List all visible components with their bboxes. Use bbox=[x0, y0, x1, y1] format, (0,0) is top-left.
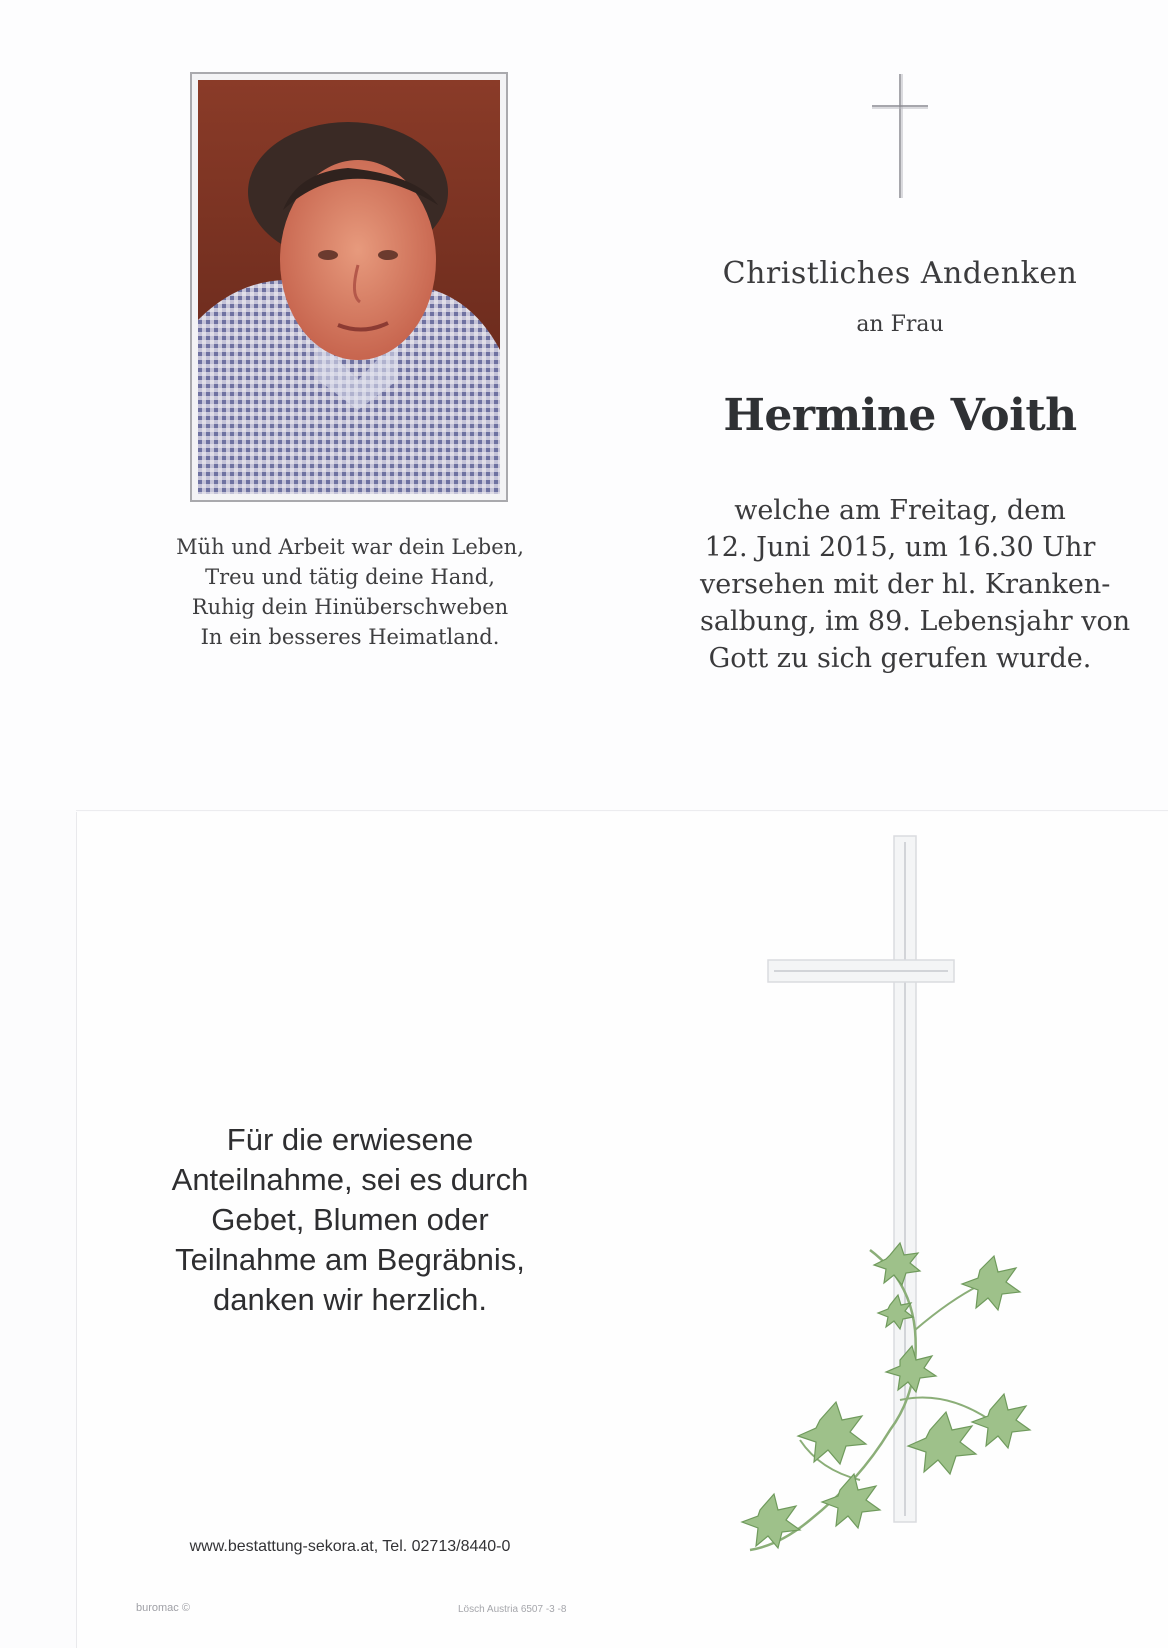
ivy-vine-icon bbox=[742, 1243, 1030, 1550]
notice-line: welche am Freitag, dem bbox=[734, 495, 1066, 526]
poem-line: Treu und tätig deine Hand, bbox=[205, 565, 495, 589]
card-subheading: an Frau bbox=[856, 312, 944, 337]
notice-line: Gott zu sich gerufen wurde. bbox=[708, 643, 1092, 674]
portrait-photo-frame bbox=[190, 72, 508, 502]
poem-line: In ein besseres Heimatland. bbox=[200, 625, 500, 649]
cross-icon bbox=[868, 72, 932, 200]
poem-line: Ruhig dein Hinüberschweben bbox=[191, 595, 509, 619]
printer-mark: buromac © bbox=[136, 1602, 190, 1614]
thanks-line: Gebet, Blumen oder bbox=[211, 1202, 489, 1237]
notice-line: salbung, im 89. Lebensjahr von bbox=[700, 606, 1131, 637]
notice-line: versehen mit der hl. Kranken- bbox=[700, 569, 1111, 600]
portrait-photo bbox=[198, 80, 500, 494]
large-cross-icon bbox=[768, 836, 954, 1522]
cross-with-ivy-icon bbox=[740, 830, 1060, 1640]
notice-line: 12. Juni 2015, um 16.30 Uhr bbox=[704, 532, 1096, 563]
thanks-line: danken wir herzlich. bbox=[213, 1282, 487, 1317]
deceased-name: Hermine Voith bbox=[723, 390, 1077, 441]
fold-line bbox=[76, 810, 1168, 811]
memorial-poem bbox=[150, 532, 550, 652]
thanks-line: Anteilnahme, sei es durch bbox=[171, 1162, 529, 1197]
portrait-illustration bbox=[198, 80, 500, 494]
thanks-line: Für die erwiesene bbox=[226, 1122, 474, 1157]
card-heading: Christliches Andenken bbox=[722, 256, 1078, 291]
thanks-message bbox=[130, 1120, 570, 1320]
poem-line: Müh und Arbeit war dein Leben, bbox=[176, 535, 524, 559]
death-notice bbox=[700, 492, 1131, 677]
funeral-home-contact: www.bestattung-sekora.at, Tel. 02713/8440-0 bbox=[189, 1538, 511, 1555]
thanks-line: Teilnahme am Begräbnis, bbox=[175, 1242, 525, 1277]
print-code: Lösch Austria 6507 -3 -8 bbox=[458, 1604, 567, 1615]
